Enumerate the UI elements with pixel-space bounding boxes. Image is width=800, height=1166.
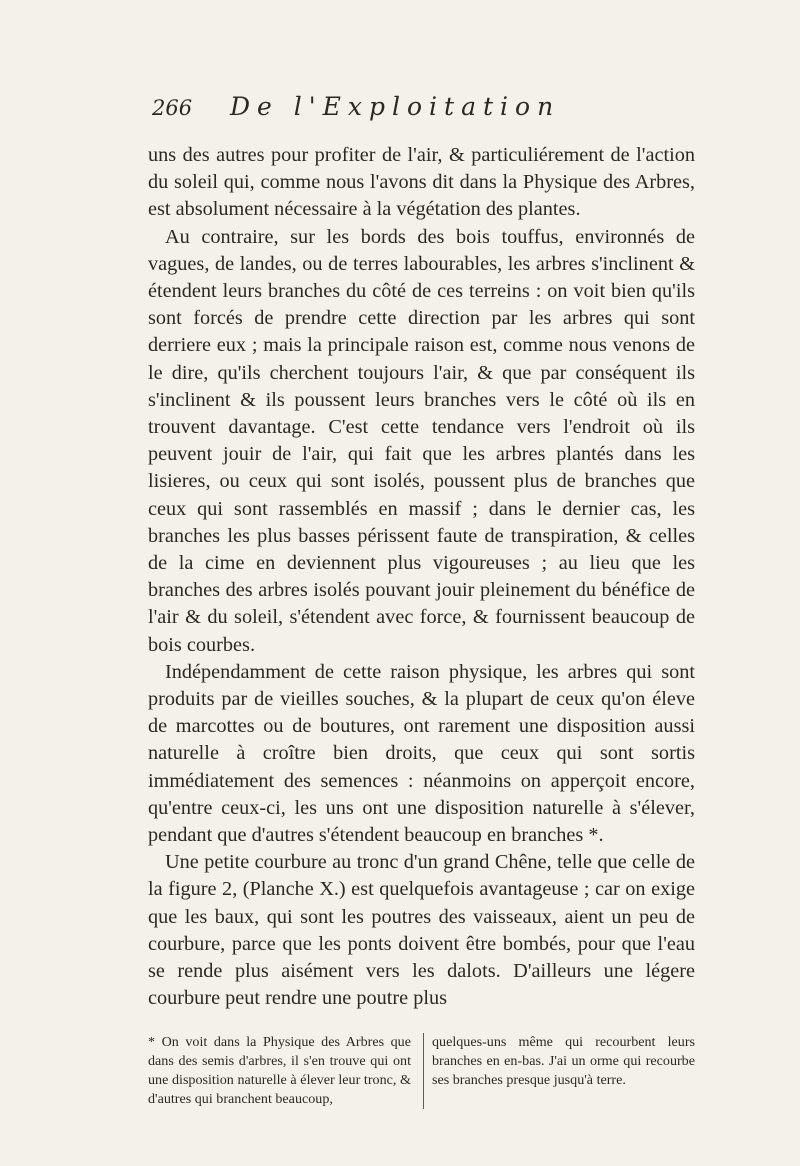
footnotes xyxy=(148,1033,695,1109)
running-head xyxy=(152,92,695,134)
page-number: 266 xyxy=(152,96,193,120)
paragraph-oak-curvature: Une petite courbure au tronc d'un grand Chêne, telle que celle de la figure 2, (Planche X.) est quelquefois avantageuse ; car on exige que les baux, qui sont les poutres des vaisseaux, aient un peu de courbure, parce que les ponts doivent être bombés, pour que l'eau se rende plus aisément vers les dalots. D'ailleurs une légere courbure peut rendre une poutre plus xyxy=(148,851,695,1010)
footnote-right-column: quelques-uns même qui recourbent leurs branches en en-bas. J'ai un orme qui recourbe ses branches presque jusqu'à terre. xyxy=(423,1033,695,1109)
paragraph-forest-edges: Au contraire, sur les bords des bois touffus, environnés de vagues, de landes, ou de terres labourables, les arbres s'inclinent & étendent leurs branches du côté de ces terreins : on voit bien qu'ils sont forcés de prendre cette direction par les arbres qui sont derriere eux ; mais la principale raison est, comme nous venons de le dire, qu'ils cherchent toujours l'air, & que par conséquent ils s'inclinent & ils poussent leurs branches vers le côté où ils en trouvent davantage. C'est cette tendance vers l'endroit où ils peuvent jouir de l'air, qui fait que les arbres plantés dans les lisieres, ou ceux qui sont isolés, poussent plus de branches que ceux qui sont rassemblés en massif ; dans le dernier cas, les branches les plus basses périssent faute de transpiration, & celles de la cime en deviennent plus vigoureuses ; au lieu que les branches des arbres isolés pouvant jouir pleinement du bénéfice de l'air & du soleil, s'étendent avec force, & fournissent beaucoup de bois courbes. xyxy=(148,225,695,656)
paragraph-continuation: uns des autres pour profiter de l'air, & particuliérement de l'action du soleil qui, comme nous l'avons dit dans la Physique des Arbres, est absolument nécessaire à la végétation des plantes. xyxy=(148,144,695,221)
running-title: De l'Exploitation xyxy=(230,92,561,121)
main-text xyxy=(148,142,695,1013)
paragraph-physical-reason: Indépendamment de cette raison physique, les arbres qui sont produits par de vieilles souches, & la plupart de ceux qu'on éleve de marcottes ou de boutures, ont rarement une disposition aussi naturelle à croître bien droits, que ceux qui sont sortis immédiatement des semences : néanmoins on apperçoit encore, qu'entre ceux-ci, les uns ont une disposition naturelle à s'élever, pendant que d'autres s'étendent beaucoup en branches *. xyxy=(148,660,695,847)
footnote-left-column: * On voit dans la Physique des Arbres que dans des semis d'arbres, il s'en trouve qui ont une disposition naturelle à élever leur tronc, & d'autres qui branchent beaucoup, xyxy=(148,1033,411,1107)
